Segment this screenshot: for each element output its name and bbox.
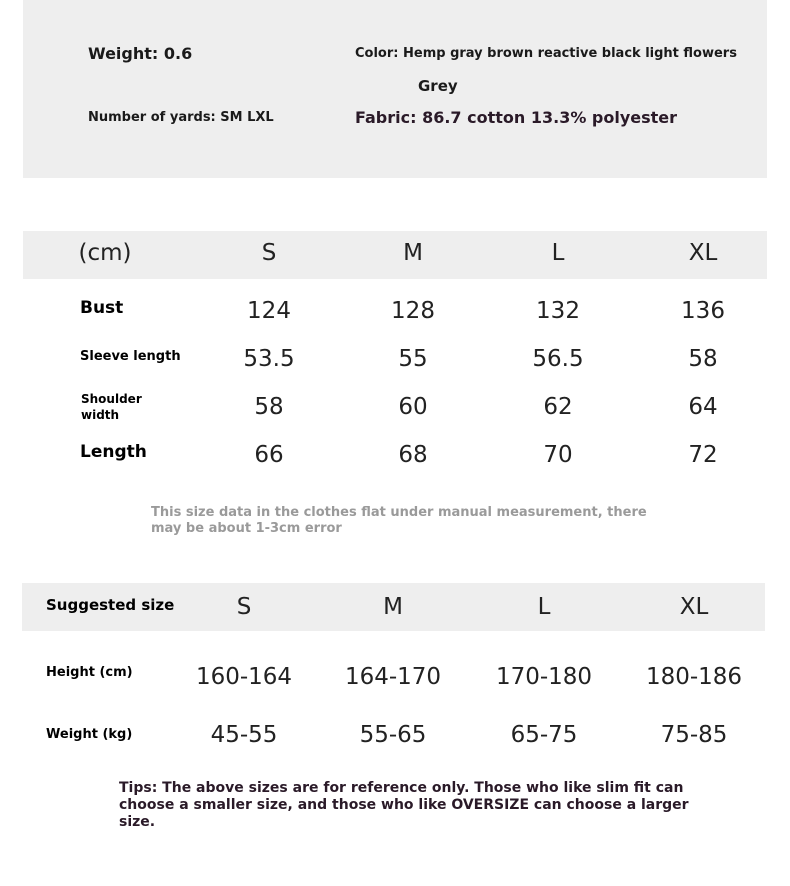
row-label-shoulder-line1: Shoulder: [81, 392, 142, 406]
suggested-header-s: S: [236, 594, 252, 620]
table-cell: 45-55: [210, 722, 278, 748]
table-cell: 66: [254, 442, 284, 468]
table-cell: 70: [543, 442, 573, 468]
table-cell: 64: [688, 394, 718, 420]
size-header-m: M: [403, 240, 423, 266]
table-cell: 72: [688, 442, 718, 468]
yards-text: Number of yards: SM LXL: [88, 110, 274, 125]
row-label-shoulder-width: [81, 391, 142, 423]
table-cell: 136: [681, 298, 725, 324]
size-header-xl: XL: [688, 240, 718, 266]
table-cell: 180-186: [645, 664, 743, 690]
row-label-length: Length: [80, 442, 147, 462]
table-cell: 128: [391, 298, 435, 324]
table-cell: 62: [543, 394, 573, 420]
table-cell: 53.5: [243, 346, 295, 372]
weight-text: Weight: 0.6: [88, 44, 193, 63]
table-cell: 124: [247, 298, 291, 324]
table-cell: 170-180: [495, 664, 593, 690]
tips-text: Tips: The above sizes are for reference only. Those who like slim fit can choose a smaller size, and those who like OVERSIZE can choose a larger size.: [119, 780, 689, 830]
table-cell: 56.5: [532, 346, 584, 372]
row-label-shoulder-line2: width: [81, 408, 120, 422]
table-cell: 132: [536, 298, 580, 324]
suggested-header-xl: XL: [679, 594, 709, 620]
table-cell: 55-65: [359, 722, 427, 748]
suggested-header-m: M: [383, 594, 403, 620]
table-cell: 58: [254, 394, 284, 420]
color-text: Color: Hemp gray brown reactive black light flowers: [355, 46, 737, 61]
row-label-bust: Bust: [80, 298, 124, 318]
color-text-continued: Grey: [418, 77, 458, 95]
table-cell: 60: [398, 394, 428, 420]
unit-header: (cm): [78, 240, 132, 266]
row-label-sleeve-length: Sleeve length: [80, 349, 181, 364]
table-cell: 58: [688, 346, 718, 372]
table-cell: 75-85: [660, 722, 728, 748]
table-cell: 55: [398, 346, 428, 372]
measurement-note: This size data in the clothes flat under manual measurement, there may be about 1-3cm error: [151, 505, 647, 536]
size-header-l: L: [551, 240, 565, 266]
table-cell: 68: [398, 442, 428, 468]
product-info-panel: [23, 0, 767, 178]
table-cell: 65-75: [510, 722, 578, 748]
size-header-s: S: [261, 240, 277, 266]
table-cell: 164-170: [344, 664, 442, 690]
fabric-text: Fabric: 86.7 cotton 13.3% polyester: [355, 108, 678, 127]
row-label-height: Height (cm): [46, 665, 133, 680]
row-label-weight: Weight (kg): [46, 727, 133, 742]
suggested-header-l: L: [537, 594, 551, 620]
table-cell: 160-164: [195, 664, 293, 690]
suggested-size-header-label: Suggested size: [46, 596, 175, 614]
